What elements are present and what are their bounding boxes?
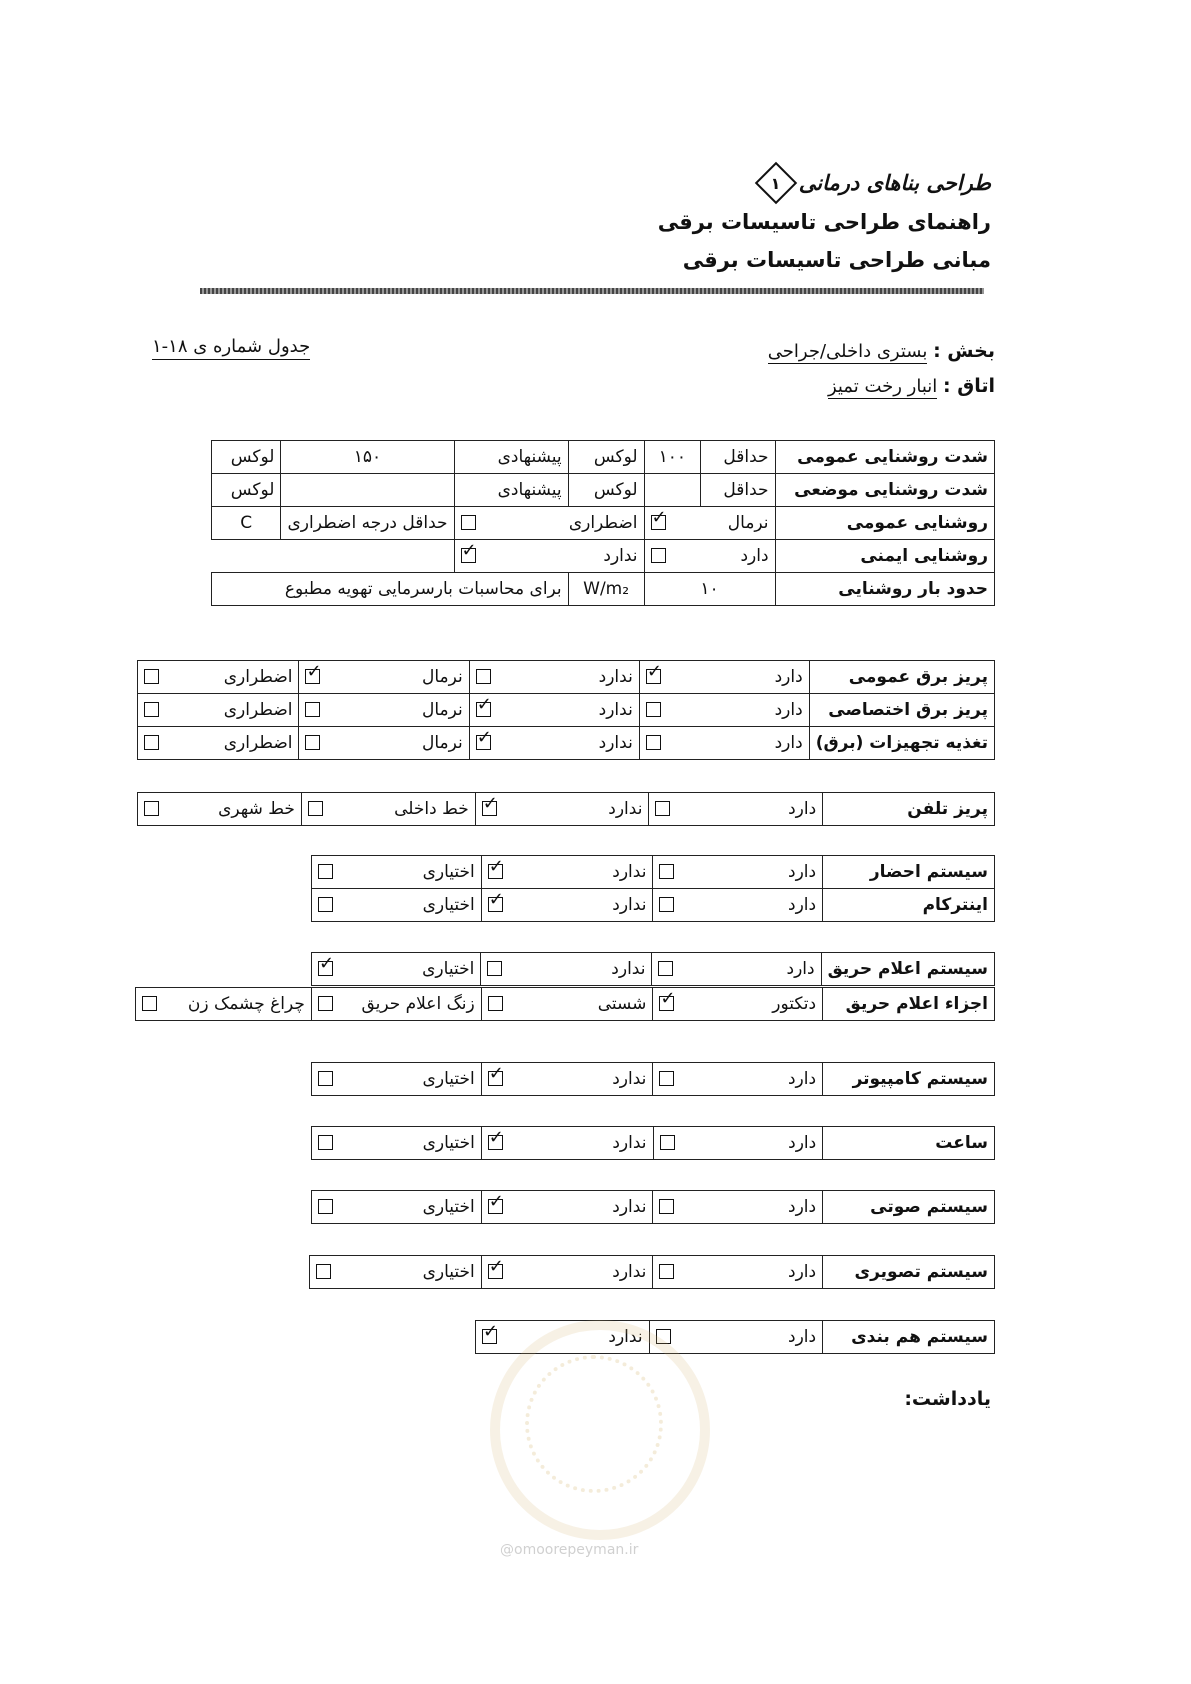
option-label: ندارد	[598, 733, 633, 753]
option-optional	[312, 856, 482, 889]
checkbox-checked-icon[interactable]	[488, 1071, 503, 1086]
bonding-system-label: سیستم هم بندی	[823, 1321, 995, 1354]
unit-label: لوکس	[568, 474, 644, 507]
checkbox-icon[interactable]	[318, 1199, 333, 1214]
checkbox-icon[interactable]	[659, 1071, 674, 1086]
checkbox-checked-icon[interactable]	[488, 1264, 503, 1279]
checkbox-icon[interactable]	[659, 897, 674, 912]
option-emergency	[138, 727, 299, 760]
clock-label: ساعت	[823, 1127, 995, 1160]
computer-table	[311, 1062, 995, 1096]
equipment-supply-label: تغذیه تجهیزات (برق)	[809, 727, 994, 760]
option-label: دتکتور	[772, 994, 817, 1014]
table-row	[312, 1191, 995, 1224]
option-detector	[653, 988, 823, 1021]
load-value: ۱۰	[644, 573, 775, 606]
option-hasnot	[469, 694, 639, 727]
checkbox-icon[interactable]	[144, 735, 159, 750]
option-hasnot	[481, 889, 653, 922]
table-row	[212, 441, 995, 474]
option-label: دارد	[774, 667, 803, 687]
option-label: اختیاری	[422, 1262, 475, 1282]
fire-parts-label: اجزاء اعلام حریق	[823, 988, 995, 1021]
checkbox-icon[interactable]	[144, 669, 159, 684]
option-normal	[299, 694, 469, 727]
table-row	[138, 694, 995, 727]
grade-value: C	[212, 507, 281, 540]
checkbox-icon[interactable]	[144, 801, 159, 816]
call-system-label: سیستم احضار	[823, 856, 995, 889]
fire-alarm-table	[311, 952, 995, 986]
option-has	[653, 1191, 823, 1224]
option-hasnot	[481, 1063, 653, 1096]
checkbox-checked-icon[interactable]	[476, 702, 491, 717]
option-emergency	[454, 507, 644, 540]
option-normal	[299, 727, 469, 760]
checkbox-checked-icon[interactable]	[488, 1135, 503, 1150]
option-label: دارد	[788, 1327, 817, 1347]
table-row	[212, 507, 995, 540]
load-limit-label: حدود بار روشنایی	[775, 573, 994, 606]
subtitle-1: راهنمای طراحی تاسیسات برقی	[657, 210, 991, 234]
table-row	[138, 793, 995, 826]
option-label: دارد	[788, 799, 817, 819]
checkbox-icon[interactable]	[646, 735, 661, 750]
checkbox-checked-icon[interactable]	[482, 1329, 497, 1344]
option-optional	[312, 953, 481, 986]
option-label: ندارد	[611, 959, 646, 979]
checkbox-icon[interactable]	[318, 864, 333, 879]
option-label: چراغ چشمک زن	[187, 994, 305, 1014]
option-label: نرمال	[727, 513, 769, 533]
option-label: خط داخلی	[394, 799, 469, 819]
option-label: اضطراری	[223, 733, 293, 753]
unit-label: لوکس	[568, 441, 644, 474]
option-hasnot	[469, 727, 639, 760]
unit-label: لوکس	[212, 474, 281, 507]
option-has	[653, 1063, 823, 1096]
phone-socket-label: پریز تلفن	[823, 793, 995, 826]
option-has	[652, 953, 821, 986]
option-hasnot	[481, 1191, 653, 1224]
checkbox-icon[interactable]	[144, 702, 159, 717]
option-label: ندارد	[612, 1133, 647, 1153]
option-has	[653, 889, 823, 922]
checkbox-icon[interactable]	[318, 897, 333, 912]
intercom-label: اینترکام	[823, 889, 995, 922]
option-alarm-bell	[311, 988, 481, 1021]
checkbox-icon[interactable]	[487, 961, 502, 976]
option-has	[653, 1127, 823, 1160]
book-title	[755, 168, 991, 198]
general-lighting-label: روشنایی عمومی	[775, 507, 994, 540]
checkbox-icon[interactable]	[305, 735, 320, 750]
general-intensity-label: شدت روشنایی عمومی	[775, 441, 994, 474]
clock-table	[311, 1126, 995, 1160]
option-hasnot	[469, 661, 639, 694]
option-hasnot	[481, 953, 652, 986]
option-label: دارد	[788, 862, 817, 882]
table-row	[136, 988, 995, 1021]
checkbox-icon[interactable]	[660, 1135, 675, 1150]
checkbox-checked-icon[interactable]	[659, 996, 674, 1011]
option-label: دارد	[786, 959, 815, 979]
option-label: دارد	[788, 1197, 817, 1217]
min-grade-label: حداقل درجه اضطراری	[281, 507, 454, 540]
checkbox-icon[interactable]	[318, 1071, 333, 1086]
table-row	[312, 1063, 995, 1096]
local-intensity-label: شدت روشنایی موضعی	[775, 474, 994, 507]
option-label: ندارد	[603, 546, 638, 566]
option-label: ندارد	[612, 895, 647, 915]
suggested-value: ۱۵۰	[281, 441, 454, 474]
option-label: اختیاری	[422, 862, 475, 882]
fire-parts-table	[135, 987, 995, 1021]
room-line	[828, 375, 995, 397]
checkbox-checked-icon[interactable]	[488, 864, 503, 879]
chapter-badge-icon	[755, 162, 797, 204]
checkbox-checked-icon[interactable]	[488, 1199, 503, 1214]
room-label: اتاق :	[943, 375, 995, 397]
table-row	[138, 727, 995, 760]
checkbox-icon[interactable]	[142, 996, 157, 1011]
checkbox-checked-icon[interactable]	[646, 669, 661, 684]
min-label: حداقل	[701, 441, 775, 474]
option-has	[649, 1321, 823, 1354]
option-label: دارد	[740, 546, 769, 566]
option-label: دارد	[788, 1262, 817, 1282]
option-label: ندارد	[612, 862, 647, 882]
option-emergency	[138, 694, 299, 727]
table-row	[312, 953, 995, 986]
option-hasnot	[454, 540, 644, 573]
notes-label: یادداشت:	[904, 1388, 991, 1410]
table-row	[312, 889, 995, 922]
option-hasnot	[481, 856, 653, 889]
min-value: ۱۰۰	[644, 441, 701, 474]
lighting-table	[211, 440, 995, 606]
fire-alarm-label: سیستم اعلام حریق	[821, 953, 994, 986]
watermark-gear-icon	[525, 1355, 663, 1493]
power-dedicated-label: پریز برق اختصاصی	[809, 694, 994, 727]
checkbox-icon[interactable]	[659, 1264, 674, 1279]
checkbox-icon[interactable]	[305, 702, 320, 717]
checkbox-icon[interactable]	[659, 1199, 674, 1214]
min-label: حداقل	[701, 474, 775, 507]
option-label: ندارد	[608, 1327, 643, 1347]
option-has	[639, 661, 809, 694]
option-label: ندارد	[612, 1262, 647, 1282]
checkbox-icon[interactable]	[659, 864, 674, 879]
min-value[interactable]	[644, 474, 701, 507]
option-manual-call	[481, 988, 653, 1021]
checkbox-icon[interactable]	[316, 1264, 331, 1279]
table-row	[212, 474, 995, 507]
checkbox-icon[interactable]	[658, 961, 673, 976]
video-table	[309, 1255, 995, 1289]
room-value: انبار رخت تمیز	[827, 376, 938, 397]
option-label: ندارد	[598, 700, 633, 720]
checkbox-icon[interactable]	[651, 548, 666, 563]
option-hasnot	[481, 1256, 653, 1289]
option-label: دارد	[774, 700, 803, 720]
option-emergency	[138, 661, 299, 694]
option-label: اضطراری	[223, 667, 293, 687]
power-general-label: پریز برق عمومی	[809, 661, 994, 694]
option-optional	[312, 1191, 482, 1224]
option-label: اختیاری	[422, 1133, 475, 1153]
option-normal	[644, 507, 775, 540]
option-normal	[299, 661, 469, 694]
checkbox-checked-icon[interactable]	[651, 515, 666, 530]
suggested-label: پیشنهادی	[454, 441, 568, 474]
suggested-label: پیشنهادی	[454, 474, 568, 507]
option-label: دارد	[788, 1133, 817, 1153]
watermark-text: @omoorepeyman.ir	[500, 1542, 639, 1558]
checkbox-icon[interactable]	[308, 801, 323, 816]
option-city-line	[138, 793, 302, 826]
section-value: بستری داخلی/جراحی	[767, 341, 928, 362]
option-label: خط شهری	[218, 799, 295, 819]
video-system-label: سیستم تصویری	[823, 1256, 995, 1289]
section-line	[768, 340, 995, 362]
option-label: اضطراری	[568, 513, 638, 533]
header-divider	[200, 288, 984, 294]
option-label: ندارد	[608, 799, 643, 819]
checkbox-icon[interactable]	[646, 702, 661, 717]
checkbox-icon[interactable]	[655, 801, 670, 816]
table-row	[212, 540, 995, 573]
table-row	[312, 856, 995, 889]
option-label: دارد	[788, 895, 817, 915]
checkbox-icon[interactable]	[461, 515, 476, 530]
option-hasnot	[481, 1127, 653, 1160]
option-label: دارد	[774, 733, 803, 753]
safety-lighting-label: روشنایی ایمنی	[775, 540, 994, 573]
option-label: اختیاری	[422, 1197, 475, 1217]
checkbox-icon[interactable]	[318, 1135, 333, 1150]
option-label: دارد	[787, 1069, 817, 1089]
option-optional	[310, 1256, 482, 1289]
checkbox-checked-icon[interactable]	[476, 735, 491, 750]
option-has	[649, 793, 823, 826]
checkbox-checked-icon[interactable]	[488, 897, 503, 912]
audio-system-label: سیستم صوتی	[823, 1191, 995, 1224]
option-internal-line	[301, 793, 475, 826]
option-label: ندارد	[612, 1069, 647, 1089]
power-table	[137, 660, 995, 760]
option-optional	[312, 1127, 482, 1160]
option-label: اختیاری	[422, 959, 475, 979]
option-flash-light	[136, 988, 312, 1021]
option-has	[639, 727, 809, 760]
option-label: نرمال	[422, 667, 463, 687]
option-label: نرمال	[422, 700, 463, 720]
checkbox-icon[interactable]	[488, 996, 503, 1011]
table-row	[138, 661, 995, 694]
option-optional	[312, 1063, 482, 1096]
empty-cell	[212, 540, 455, 573]
option-has	[644, 540, 775, 573]
table-row	[212, 573, 995, 606]
computer-system-label: سیستم کامپیوتر	[823, 1063, 995, 1096]
chapter-number: ۱	[770, 173, 781, 193]
checkbox-icon[interactable]	[476, 669, 491, 684]
option-has	[653, 1256, 823, 1289]
option-label: نرمال	[422, 733, 463, 753]
option-label: ندارد	[612, 1197, 647, 1217]
option-has	[653, 856, 823, 889]
option-label: ندارد	[598, 667, 633, 687]
phone-table	[137, 792, 995, 826]
section-label: بخش :	[933, 340, 995, 362]
suggested-value[interactable]	[281, 474, 454, 507]
checkbox-icon[interactable]	[318, 996, 333, 1011]
checkbox-checked-icon[interactable]	[305, 669, 320, 684]
option-label: اضطراری	[223, 700, 293, 720]
option-label: زنگ اعلام حریق	[361, 994, 475, 1014]
checkbox-checked-icon[interactable]	[318, 961, 333, 976]
option-label: اختیاری	[422, 1069, 475, 1089]
table-number: جدول شماره ی ۱۸-۱	[152, 336, 310, 360]
checkbox-checked-icon[interactable]	[461, 548, 476, 563]
audio-table	[311, 1190, 995, 1224]
unit-label: لوکس	[212, 441, 281, 474]
load-note: برای محاسبات بارسرمایی تهویه مطبوع	[212, 573, 569, 606]
option-hasnot	[475, 793, 649, 826]
load-unit: W/m₂	[568, 573, 644, 606]
checkbox-checked-icon[interactable]	[482, 801, 497, 816]
table-row	[312, 1127, 995, 1160]
option-optional	[312, 889, 482, 922]
table-row	[310, 1256, 995, 1289]
option-label: اختیاری	[422, 895, 475, 915]
option-has	[639, 694, 809, 727]
book-title-text: طراحی بناهای درمانی	[798, 171, 991, 195]
subtitle-2: مبانی طراحی تاسیسات برقی	[682, 248, 991, 272]
call-table	[311, 855, 995, 922]
option-label: شستی	[597, 994, 647, 1014]
